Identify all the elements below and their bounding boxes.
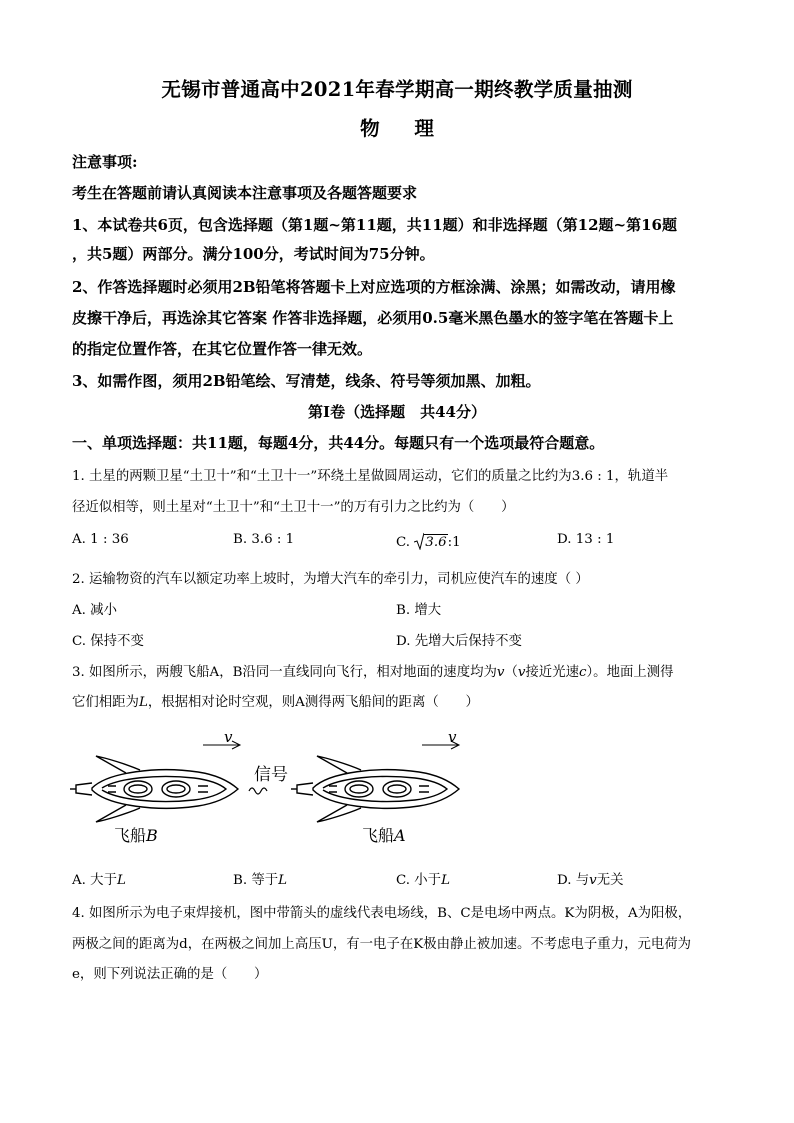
radical-sign-icon: [414, 532, 424, 550]
ship-b-label: 飞船B: [114, 826, 158, 845]
notice-item-1-line-1: 1、本试卷共6页，包含选择题（第1题~第11题，共11题）和非选择题（第12题~第16题: [72, 216, 677, 234]
ship-a-label: 飞船A: [362, 826, 406, 845]
q3-text: ，根据相对论时空观，则A测得两飞船间的距离（ ）: [147, 695, 479, 710]
q2-option-d: D. 先增大后保持不变: [396, 634, 522, 649]
q3-text: ）。地面上测得: [586, 665, 674, 680]
notice-item-2-line-3: 的指定位置作答，在其它位置作答一律无效。: [72, 340, 373, 358]
symbol-L: L: [138, 695, 148, 710]
symbol-c: c: [578, 665, 587, 680]
q3-text: （: [504, 665, 518, 680]
q4-stem-line-3: e，则下列说法正确的是（ ）: [72, 967, 268, 982]
notice-item-2-line-2: 皮擦干净后，再选涂其它答案 作答非选择题，必须用0.5毫米黑色墨水的签字笔在答题卡上: [72, 309, 674, 327]
notice-item-3: 3、如需作图，须用2B铅笔绘、写清楚，线条、符号等须加黑、加粗。: [72, 372, 541, 390]
q4-stem-line-2: 两极之间的距离为d，在两极之间加上高压U，有一电子在K极由静止被加速。不考虑电子重力，元电荷为: [72, 937, 692, 952]
q3-stem-line-1: [72, 661, 674, 680]
q1-option-c-radicand: 3.6: [425, 535, 447, 550]
q3-text: 3. 如图所示，两艘飞船A，B沿同一直线同向飞行，相对地面的速度均为: [72, 665, 497, 680]
q3-option-a: A. 大于L: [72, 873, 126, 888]
q1-option-c-suffix: :1: [447, 535, 461, 550]
notice-item-2-line-1: 2、作答选择题时必须用2B铅笔将答题卡上对应选项的方框涂满、涂黑；如需改动，请用橡: [72, 278, 676, 296]
spaceship-figure: [68, 728, 478, 853]
velocity-label-right: v: [448, 728, 457, 746]
q3-option-d: D. 与v无关: [557, 873, 624, 888]
signal-wave-icon: [249, 788, 267, 794]
q1-option-a: A. 1 : 36: [72, 532, 129, 547]
q1-option-c-prefix: C.: [396, 535, 411, 550]
symbol-v: v: [517, 665, 526, 680]
q3-option-b: B. 等于L: [233, 873, 288, 888]
spaceship-a-icon: [291, 756, 459, 822]
q4-stem-line-1: 4. 如图所示为电子束焊接机，图中带箭头的虚线代表电场线，B、C是电场中两点。K为阴极，A为阳极，: [72, 906, 692, 921]
sqrt-symbol: [414, 532, 447, 550]
exam-subject: 物 理: [360, 117, 448, 140]
q3-text: 它们相距为: [72, 695, 139, 710]
q2-option-a: A. 减小: [72, 603, 117, 618]
section-heading: 一、单项选择题：共11题，每题4分，共44分。每题只有一个选项最符合题意。: [72, 434, 605, 452]
q1-option-c: [396, 532, 461, 550]
q1-option-d: D. 13 : 1: [557, 532, 615, 547]
q3-stem-line-2: [72, 691, 479, 710]
exam-title: 无锡市普通高中2021年春学期高一期终教学质量抽测: [161, 78, 633, 101]
velocity-arrow-left: [203, 741, 240, 749]
spaceship-b-icon: [70, 756, 238, 822]
q1-option-b: B. 3.6 : 1: [233, 532, 295, 547]
notice-intro: 考生在答题前请认真阅读本注意事项及各题答题要求: [72, 184, 418, 202]
notice-item-1-line-2: ，共5题）两部分。满分100分，考试时间为75分钟。: [72, 245, 435, 263]
q2-option-b: B. 增大: [396, 603, 442, 618]
q1-stem-line-1: 1. 土星的两颗卫星“土卫十”和“土卫十一”环绕土星做圆周运动，它们的质量之比约为3.6 : 1，轨道半: [72, 469, 669, 484]
part-title: 第Ⅰ卷（选择题 共44分）: [308, 403, 486, 421]
signal-label: 信号: [254, 765, 288, 785]
notice-heading: 注意事项:: [72, 153, 138, 171]
q3-option-c: C. 小于L: [396, 873, 450, 888]
velocity-label-left: v: [224, 728, 233, 746]
q2-option-c: C. 保持不变: [72, 634, 144, 649]
q3-text: 接近光速: [525, 665, 579, 680]
q2-stem: 2. 运输物资的汽车以额定功率上坡时，为增大汽车的牵引力，司机应使汽车的速度（ ）: [72, 572, 589, 587]
symbol-v: v: [496, 665, 505, 680]
q1-stem-line-2: 径近似相等，则土星对“土卫十”和“土卫十一”的万有引力之比约为（ ）: [72, 500, 515, 515]
